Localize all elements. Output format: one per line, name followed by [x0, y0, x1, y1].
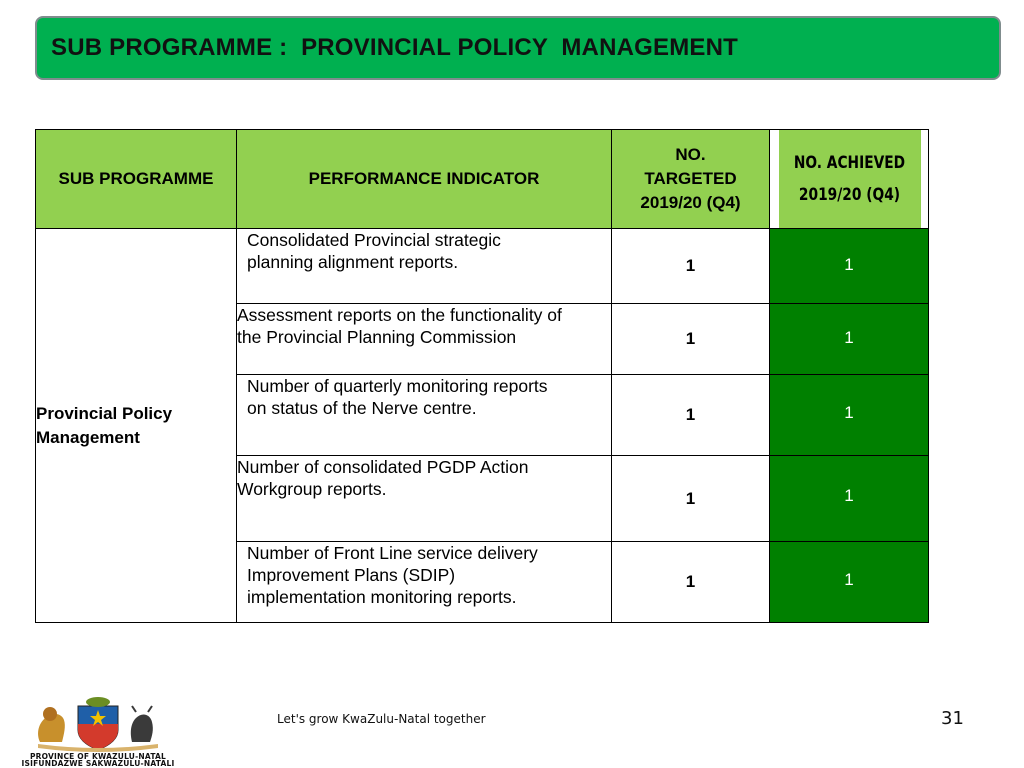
sub-programme-cell: [36, 229, 237, 623]
achieved-value: 1: [844, 570, 854, 589]
logo-line-2: ISIFUNDAZWE SAKWAZULU-NATALI: [21, 759, 175, 768]
slide-title: SUB PROGRAMME : PROVINCIAL POLICY MANAGEMENT: [51, 34, 739, 61]
achieved-cell: [770, 304, 929, 375]
sub-programme-line: Management: [36, 427, 140, 447]
indicator-line: on status of the Nerve centre.: [247, 398, 477, 418]
achieved-value: 1: [844, 255, 854, 274]
kzn-coat-of-arms-icon: [18, 696, 178, 752]
achieved-cell: [770, 375, 929, 456]
sub-programme-line: Provincial Policy: [36, 403, 173, 423]
header-targeted-line: TARGETED: [644, 169, 737, 188]
indicator-cell: [237, 304, 612, 375]
indicator-line: Number of Front Line service delivery: [247, 543, 538, 563]
indicator-line: Consolidated Provincial strategic: [247, 230, 501, 250]
achieved-value: 1: [844, 328, 854, 347]
indicator-cell: [237, 229, 612, 304]
header-targeted-line: NO.: [675, 145, 706, 164]
table-header-row: [36, 130, 929, 229]
header-sub-programme: SUB PROGRAMME: [36, 130, 237, 229]
targeted-cell: 1: [612, 229, 770, 304]
achieved-value: 1: [844, 486, 854, 505]
header-targeted-line: 2019/20 (Q4): [640, 193, 741, 212]
footer-tagline: Let's grow KwaZulu-Natal together: [277, 712, 486, 726]
page-number: 31: [941, 708, 964, 729]
indicator-line: planning alignment reports.: [247, 252, 459, 272]
targeted-cell: 1: [612, 304, 770, 375]
indicator-line: implementation monitoring reports.: [247, 587, 517, 607]
indicator-cell: [237, 375, 612, 456]
indicator-cell: [237, 542, 612, 623]
header-achieved-line: NO. ACHIEVED: [793, 153, 905, 173]
targeted-cell: 1: [612, 375, 770, 456]
targeted-cell: 1: [612, 542, 770, 623]
header-achieved: [777, 130, 920, 229]
achieved-cell: [770, 456, 929, 542]
title-banner: [35, 16, 1001, 80]
kzn-logo: [18, 696, 178, 768]
targeted-cell: 1: [612, 456, 770, 542]
indicator-line: Improvement Plans (SDIP): [247, 565, 456, 585]
header-targeted: [612, 130, 770, 229]
indicator-line: the Provincial Planning Commission: [237, 327, 517, 347]
indicator-line: Number of quarterly monitoring reports: [247, 376, 548, 396]
header-performance-indicator: PERFORMANCE INDICATOR: [237, 130, 612, 229]
indicator-cell: [237, 456, 612, 542]
achieved-cell: [770, 542, 929, 623]
indicator-line: Number of consolidated PGDP Action: [237, 457, 529, 477]
logo-line-1: PROVINCE OF KWAZULU-NATAL: [29, 752, 167, 761]
achieved-cell: [770, 229, 929, 304]
table-row: [36, 229, 929, 304]
indicator-line: Assessment reports on the functionality of: [237, 305, 562, 325]
achieved-value: 1: [844, 403, 854, 422]
header-achieved-line: 2019/20 (Q4): [798, 185, 900, 205]
indicator-line: Workgroup reports.: [237, 479, 387, 499]
performance-table: [35, 129, 929, 623]
